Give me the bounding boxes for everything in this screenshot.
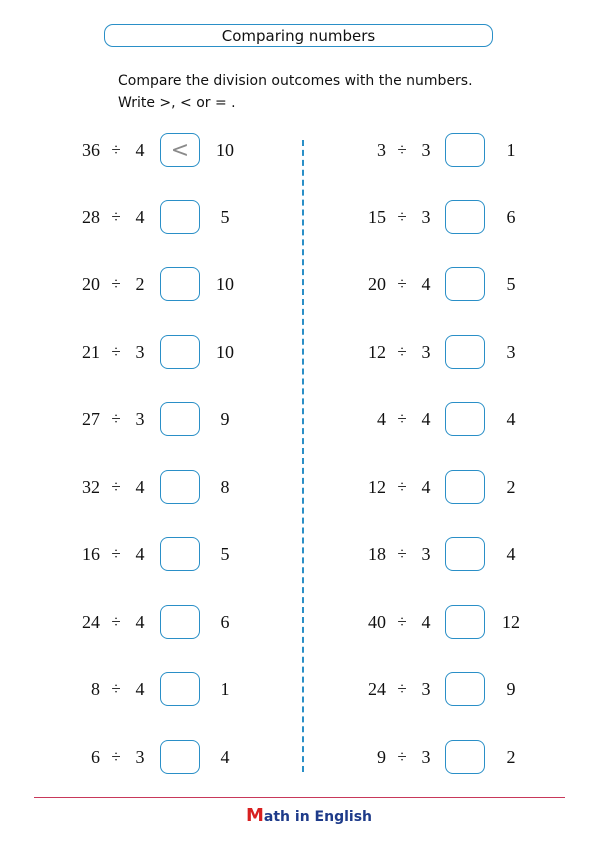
- divisor: 4: [135, 612, 145, 632]
- compare-number: 5: [506, 274, 516, 294]
- answer-box[interactable]: [445, 672, 485, 706]
- division-sign: ÷: [111, 207, 121, 226]
- divisor: 3: [135, 409, 145, 429]
- compare-number: 9: [220, 409, 230, 429]
- dividend: 18: [368, 544, 386, 564]
- divisor: 3: [421, 747, 431, 767]
- division-sign: ÷: [111, 544, 121, 563]
- dividend: 4: [377, 409, 386, 429]
- problem-row: [0, 739, 516, 775]
- problem-row: [0, 604, 520, 640]
- division-sign: ÷: [397, 612, 407, 631]
- division-sign: ÷: [111, 342, 121, 361]
- compare-number: 6: [506, 207, 516, 227]
- compare-number: 9: [506, 679, 516, 699]
- answer-box[interactable]: [445, 335, 485, 369]
- dividend: 20: [82, 274, 100, 294]
- dividend: 12: [368, 477, 386, 497]
- dividend: 12: [368, 342, 386, 362]
- compare-number: 10: [216, 274, 234, 294]
- logo-text: ath in English: [263, 809, 372, 825]
- dividend: 21: [82, 342, 100, 362]
- answer-box[interactable]: [445, 740, 485, 774]
- divisor: 4: [135, 679, 145, 699]
- dividend: 15: [368, 207, 386, 227]
- divisor: 4: [421, 612, 431, 632]
- division-sign: ÷: [397, 140, 407, 159]
- compare-number: 6: [220, 612, 230, 632]
- answer-box[interactable]: [445, 537, 485, 571]
- dividend: 24: [368, 679, 386, 699]
- division-sign: ÷: [397, 747, 407, 766]
- division-sign: ÷: [397, 544, 407, 563]
- compare-number: 2: [506, 477, 516, 497]
- divisor: 4: [135, 140, 145, 160]
- compare-number: 4: [220, 747, 230, 767]
- division-sign: ÷: [111, 140, 121, 159]
- problem-row: [0, 671, 516, 707]
- column-divider: [302, 140, 304, 772]
- problem-row: [0, 132, 516, 168]
- divisor: 3: [421, 207, 431, 227]
- answer-box[interactable]: [445, 605, 485, 639]
- division-sign: ÷: [111, 679, 121, 698]
- compare-number: 4: [506, 544, 516, 564]
- divisor: 4: [421, 477, 431, 497]
- division-sign: ÷: [397, 274, 407, 293]
- division-sign: ÷: [397, 342, 407, 361]
- divisor: 4: [135, 544, 145, 564]
- divisor: 4: [135, 477, 145, 497]
- divisor: 4: [421, 274, 431, 294]
- divisor: 3: [421, 679, 431, 699]
- worksheet-title-text: Comparing numbers: [221, 26, 376, 45]
- dividend: 28: [82, 207, 100, 227]
- compare-number: 3: [506, 342, 516, 362]
- divisor: 3: [421, 140, 431, 160]
- divisor: 3: [135, 342, 145, 362]
- compare-number: 10: [216, 140, 234, 160]
- problem-row: [0, 334, 516, 370]
- problem-row: [0, 536, 516, 572]
- footer-logo: [246, 805, 372, 826]
- compare-number: 8: [220, 477, 230, 497]
- dividend: 27: [82, 409, 100, 429]
- instructions-line-2: Write >, < or = .: [118, 95, 236, 111]
- compare-number: 10: [216, 342, 234, 362]
- divisor: 4: [135, 207, 145, 227]
- division-sign: ÷: [111, 409, 121, 428]
- dividend: 32: [82, 477, 100, 497]
- compare-number: 4: [506, 409, 516, 429]
- dividend: 6: [91, 747, 100, 767]
- logo-initial: M: [246, 805, 264, 826]
- dividend: 3: [377, 140, 386, 160]
- compare-number: 12: [502, 612, 520, 632]
- instructions-line-1: Compare the division outcomes with the numbers.: [118, 73, 473, 89]
- divisor: 4: [421, 409, 431, 429]
- divisor: 3: [135, 747, 145, 767]
- dividend: 9: [377, 747, 386, 767]
- answer-box[interactable]: [445, 267, 485, 301]
- division-sign: ÷: [111, 747, 121, 766]
- answer-box[interactable]: [445, 200, 485, 234]
- problem-row: [0, 469, 516, 505]
- answer-box[interactable]: [445, 470, 485, 504]
- dividend: 8: [91, 679, 100, 699]
- dividend: 24: [82, 612, 100, 632]
- problem-row: [0, 266, 516, 302]
- dividend: 36: [82, 140, 100, 160]
- answer-box[interactable]: [445, 402, 485, 436]
- dividend: 16: [82, 544, 100, 564]
- footer-line: [34, 797, 565, 798]
- compare-number: 2: [506, 747, 516, 767]
- division-sign: ÷: [397, 679, 407, 698]
- division-sign: ÷: [111, 274, 121, 293]
- divisor: 3: [421, 544, 431, 564]
- problem-row: [0, 199, 516, 235]
- division-sign: ÷: [397, 207, 407, 226]
- answer-box[interactable]: [445, 133, 485, 167]
- division-sign: ÷: [111, 477, 121, 496]
- divisor: 3: [421, 342, 431, 362]
- worksheet-title: [104, 24, 493, 47]
- compare-number: 1: [506, 140, 516, 160]
- compare-number: 5: [220, 544, 230, 564]
- compare-number: 1: [220, 679, 230, 699]
- division-sign: ÷: [397, 409, 407, 428]
- dividend: 40: [368, 612, 386, 632]
- division-sign: ÷: [111, 612, 121, 631]
- compare-number: 5: [220, 207, 230, 227]
- divisor: 2: [135, 274, 145, 294]
- answer-box[interactable]: <: [160, 133, 200, 167]
- dividend: 20: [368, 274, 386, 294]
- instructions: [118, 70, 538, 114]
- division-sign: ÷: [397, 477, 407, 496]
- problem-row: [0, 401, 516, 437]
